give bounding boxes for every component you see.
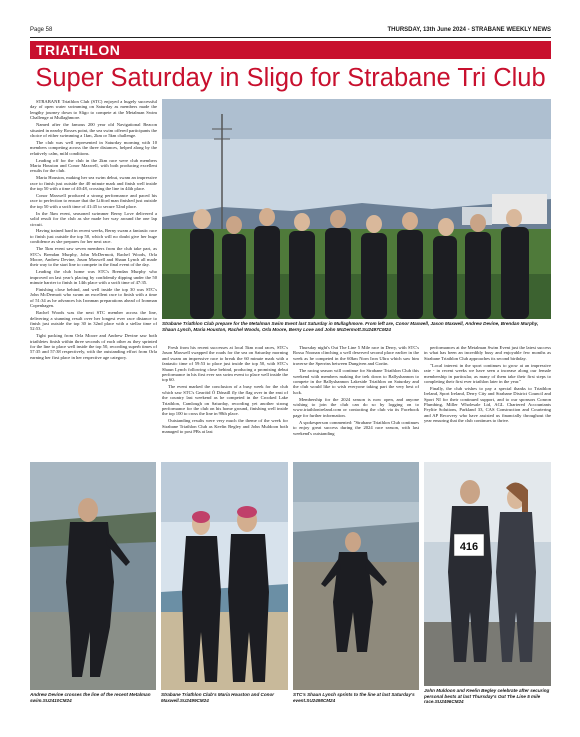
headline: Super Saturday in Sligo for Strabane Tri Club: [35, 64, 546, 92]
article-paragraph: Fresh from his recent successes at local 5km road races, STC's Jason Maxwell swapped the roads for the sea on Saturday morning and swam an impressive race to break the 60 minute mark with a fantastic time of 59:53 to place just inside the top 50, with STC's Shaun Lynch following close behind, producing a promising debut performance in his first ever sea swim event to place well inside the top 60.: [162, 345, 288, 383]
article-paragraph: Having trained hard in recent weeks, Berny swam a fantastic race to finish just outside the top 50, which will no doubt give her huge confidence as she prepares for her next race.: [30, 228, 157, 245]
article-paragraph: The 5km event saw seven members from the club take part, as STC's Brendan Murphy, John McDermott, Rachel Woods, Orla Moore, Andrew Devine, Jason Maxwell and Shaun Lynch all made their way to the start line to compete in the final event of the day.: [30, 246, 157, 268]
article-paragraph: Outstanding results were very much the theme of the week for Strabane Triathlon Club as Keelin Begley and John Muldoon both managed to post PBs at last: [162, 418, 288, 435]
photo-andrew-devine-caption: Andrew Devine crosses the line of the recent Metalman swim.SU2410CM24: [30, 692, 151, 703]
article-paragraph: Thursday night's Out The Line 5 Mile race in Derry, with STC's Rossa Noonan clinching a well deserved second place earlier in the week as he competed in the 60km Norn Iron Ultra which saw him traverse the Sperrins between Dungiven and Gortin.: [293, 345, 419, 367]
page-number: Page 58: [30, 27, 53, 33]
section-banner: [30, 41, 551, 59]
article-column-2: [162, 345, 288, 457]
article-paragraph: The racing season will continue for Strabane Triathlon Club this weekend with members making the trek down to Ballyshannon to compete in the Ballyshannon Lakeside Triathlon on Saturday and the club would like to wish everyone taking part the very best of luck.: [293, 368, 419, 395]
page-header: [30, 27, 551, 37]
section-label: TRIATHLON: [36, 42, 121, 58]
photo-shaun-lynch: [293, 462, 419, 690]
article-paragraph: Finishing close behind, and well inside the top 30 was STC's John McDermott who swam an excellent race to finish with a time of 51:34 as he advances his Ironman preparations ahead of Ironman Copenhagen.: [30, 287, 157, 309]
header-rule: [30, 37, 551, 38]
article-paragraph: Rachel Woods was the next STC member across the line, delivering a stunning result over her longest ever race distance to finish just outside the top 30 in 32nd place with a stellar time of 52:53.: [30, 310, 157, 332]
article-paragraph: The club was well represented in Saturday morning with 10 members competing across the three distances, helped along by the relatively calm, mild conditions.: [30, 139, 157, 156]
article-paragraph: Membership for the 2024 season is now open, and anyone wishing to join the club can do so by logging on to www.triathlonireland.com or contacting the club via its Facebook page for further information.: [293, 396, 419, 418]
article-paragraph: Conor Maxwell produced a strong performance and paced his race to perfection to ensure that the Lifford man finished just outside the top 50 with a swift time of 41:45 to secure 52nd place.: [30, 193, 157, 209]
article-paragraph: performances at the Metalman Swim Event just the latest success in what has been an incredibly busy and enjoyable few months as Strabane Triathlon Club approaches its second birthday.: [424, 345, 551, 361]
article-paragraph: Named after the famous 200 year old Navigational Beacon situated in nearby Rosses point, the sea swim offered participants the choice of either swimming a 1km, 2km or 5km challenge.: [30, 122, 157, 138]
article-paragraph: "Local interest in the sport continues to grow at an impressive rate - in recent weeks we have seen a increase along our female membership in particular, as many of them take their first steps to completing their first ever triathlon later in the year.": [424, 362, 551, 384]
article-paragraph: Tight packing from Orla Moore and Andrew Devine saw both triathletes finish within three seconds of each other as they sprinted for the line to place well inside the top 50, recording superb times of 57:35 and 57:38 respectively, with the outstanding effort from Orla earning her first place in her respective age category.: [30, 333, 157, 360]
article-column-4: [424, 345, 551, 457]
article-column-3: [293, 345, 419, 457]
photo-muldoon-begley: [424, 462, 551, 686]
article-paragraph: Finally, the club wishes to pay a special thanks to Triathlon Ireland, Sport Ireland, Derry City and Strabane District Council and Sport NI for their continued support, and to our sponsors Conron Plumbing, Miller Wholesale Ltd, AGL Chartered Accountants Feylite Solutions, Parkland 33, CAS Construction and Couriering and AP Recovery who have assisted us financially throughout the year ensuring that the club continues to thrive.: [424, 385, 551, 424]
article-column-1: [30, 99, 157, 459]
article-paragraph: In the 5km event, seasoned swimmer Berny Love delivered a solid result for the club as she made her way around the one lap circuit.: [30, 210, 157, 227]
date-line: THURSDAY, 13th June 2024 - STRABANE WEEKLY NEWS: [387, 27, 551, 33]
article-paragraph: Leading off for the club in the 2km race were club members Maria Houston and Conor Maxwell, with both producing excellent results for the club.: [30, 157, 157, 174]
team-photo: [162, 99, 551, 319]
photo-houston-maxwell-caption: Strabane Triathlon Club's Maria Houston and Conor Maxwell.SU2499CM24: [161, 692, 275, 703]
article-paragraph: Leading the club home was STC's Brendan Murphy who improved on last year's placing by confidently dipping under the 50 minute barrier to finish in 14th place with a swift time of 47:35.: [30, 269, 157, 286]
photo-muldoon-begley-caption: John Muldoon and Keelin Begley celebrate after securing personal bests at last Thursday's Out The Line 5 mile race.SU2496CM24: [424, 688, 550, 705]
article-paragraph: Maria Houston, making her sea swim debut, swam an impressive race to finish just outside the 40 minute mark and finish well inside the top 50 with a time of 40:48, crossing the line in 44th place.: [30, 175, 157, 192]
article-paragraph: The event marked the conclusion of a busy week for the club which saw STC's Gearóid Ó Dónaill fly the flag over in the east of the country last weekend as he competed in the Crooked Lake Triathlon, Camlough on Saturday, recording yet another strong performance for the club on his home ground, finishing well inside the top 100 to cross the line in 98th place.: [162, 384, 288, 417]
article-paragraph: STRABANE Triathlon Club (STC) enjoyed a hugely successful day of open water swimming on Saturday as members made the lengthy journey down to Sligo to compete at the Metalman Swim Challenge at Mullaghmore.: [30, 99, 157, 121]
photo-houston-maxwell: [161, 462, 288, 690]
photo-shaun-lynch-caption: STC's Shaun Lynch sprints to the line at last Saturday's event.SU2498CM24: [293, 692, 415, 703]
race-bib-number: 416: [459, 541, 479, 553]
photo-andrew-devine: [30, 462, 156, 690]
article-paragraph: A spokesperson commented: "Strabane Triathlon Club continues to enjoy great success during the 2024 race season, with last weekend's outstanding: [293, 419, 419, 436]
team-photo-caption: Strabane Triathlon Club prepare for the Metalman Swim Event last Saturday in Mullaghmore. From left are, Conor Maxwell, Jason Maxwell, Andrew Devine, Brendan Murphy, Shaun Lynch, Maria Houston, Rachel Woods, Orla Moore, Berny Love and John McDermott.SU2497CM24: [162, 321, 539, 332]
